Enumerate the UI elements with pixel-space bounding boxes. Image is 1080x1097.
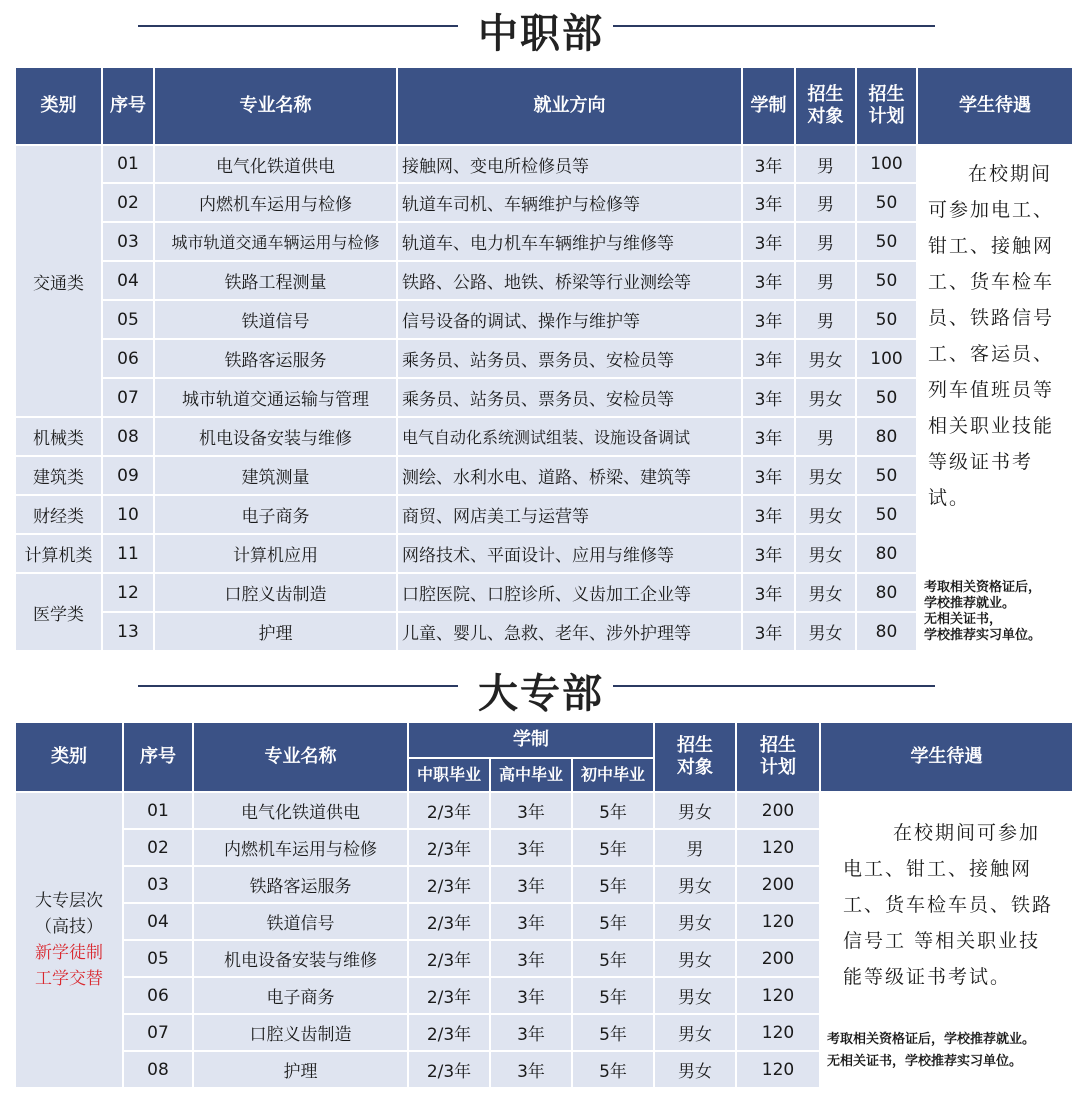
row-dur-highschool: 3年 xyxy=(490,1014,572,1051)
dazhuan-table xyxy=(14,721,1074,1089)
row-duration: 3年 xyxy=(742,456,795,495)
row-major: 内燃机车运用与检修 xyxy=(193,829,408,866)
row-target: 男 xyxy=(795,417,856,456)
row-target: 男女 xyxy=(795,378,856,417)
title-rule-left xyxy=(138,685,458,687)
header-duration-vocational: 中职毕业 xyxy=(408,758,490,792)
row-dur-middleschool: 5年 xyxy=(572,866,654,903)
row-dur-middleschool: 5年 xyxy=(572,1014,654,1051)
benefit-medical-l1: 考取相关资格证后， xyxy=(924,580,1042,595)
row-dur-vocational: 2/3年 xyxy=(408,977,490,1014)
row-dur-vocational: 2/3年 xyxy=(408,866,490,903)
row-duration: 3年 xyxy=(742,339,795,378)
header-duration-highschool: 高中毕业 xyxy=(490,758,572,792)
benefit-medical-l2: 学校推荐就业。 xyxy=(924,596,1016,611)
row-plan: 200 xyxy=(736,866,820,903)
row-target: 男女 xyxy=(795,612,856,651)
row-direction: 乘务员、站务员、票务员、安检员等 xyxy=(397,339,742,378)
row-major: 护理 xyxy=(154,612,397,651)
category-line-3: 新学徒制 xyxy=(35,943,103,963)
row-dur-vocational: 2/3年 xyxy=(408,940,490,977)
row-duration: 3年 xyxy=(742,612,795,651)
benefit-text: 在校期间可参加电工、钳工、接触网工、货车检车员、铁路信号工、客运员、列车值班员等相关职业技能等级证书考试。 xyxy=(928,163,1055,509)
row-plan: 200 xyxy=(736,940,820,977)
header-benefit: 学生待遇 xyxy=(820,722,1073,792)
row-number: 03 xyxy=(123,866,193,903)
row-number: 07 xyxy=(102,378,154,417)
row-direction: 测绘、水利水电、道路、桥梁、建筑等 xyxy=(397,456,742,495)
section-heading: 大专部 xyxy=(478,671,604,717)
header-plan xyxy=(736,722,820,792)
title-rule-right xyxy=(613,685,935,687)
row-number: 02 xyxy=(102,183,154,222)
row-major: 口腔义齿制造 xyxy=(154,573,397,612)
row-dur-vocational: 2/3年 xyxy=(408,1051,490,1088)
category-cell: 医学类 xyxy=(15,573,102,651)
row-plan: 50 xyxy=(856,495,917,534)
section-heading: 中职部 xyxy=(478,11,604,57)
row-dur-vocational: 2/3年 xyxy=(408,792,490,829)
title-rule-left xyxy=(138,25,458,27)
row-plan: 120 xyxy=(736,903,820,940)
row-dur-middleschool: 5年 xyxy=(572,829,654,866)
row-major: 护理 xyxy=(193,1051,408,1088)
row-target: 男 xyxy=(795,145,856,183)
benefit-medical-l4: 学校推荐实习单位。 xyxy=(924,628,1042,643)
row-direction: 儿童、婴儿、急救、老年、涉外护理等 xyxy=(397,612,742,651)
header-duration: 学制 xyxy=(742,67,795,145)
row-dur-middleschool: 5年 xyxy=(572,940,654,977)
header-target-l2: 对象 xyxy=(677,757,714,778)
row-plan: 80 xyxy=(856,573,917,612)
row-duration: 3年 xyxy=(742,183,795,222)
header-target-l2: 对象 xyxy=(807,106,844,127)
row-number: 05 xyxy=(102,300,154,339)
benefit-medical xyxy=(917,573,1073,651)
row-plan: 50 xyxy=(856,222,917,261)
section-title-zhongzhi xyxy=(0,0,1080,60)
header-plan-l1: 招生 xyxy=(868,84,905,105)
row-major: 电气化铁道供电 xyxy=(193,792,408,829)
title-rule-right xyxy=(613,25,935,27)
row-plan: 50 xyxy=(856,456,917,495)
category-cell xyxy=(15,792,123,1088)
row-plan: 80 xyxy=(856,417,917,456)
benefit-main xyxy=(917,145,1073,573)
row-target: 男女 xyxy=(654,792,736,829)
row-major: 计算机应用 xyxy=(154,534,397,573)
row-direction: 接触网、变电所检修员等 xyxy=(397,145,742,183)
header-major: 专业名称 xyxy=(193,722,408,792)
row-dur-vocational: 2/3年 xyxy=(408,903,490,940)
row-number: 07 xyxy=(123,1014,193,1051)
row-number: 13 xyxy=(102,612,154,651)
row-target: 男女 xyxy=(795,339,856,378)
row-number: 06 xyxy=(102,339,154,378)
row-direction: 轨道车司机、车辆维护与检修等 xyxy=(397,183,742,222)
row-number: 01 xyxy=(102,145,154,183)
row-duration: 3年 xyxy=(742,378,795,417)
row-target: 男女 xyxy=(654,1051,736,1088)
header-plan-l1: 招生 xyxy=(760,735,797,756)
header-category: 类别 xyxy=(15,67,102,145)
row-target: 男女 xyxy=(654,940,736,977)
row-major: 铁道信号 xyxy=(154,300,397,339)
header-plan xyxy=(856,67,917,145)
row-major: 机电设备安装与维修 xyxy=(154,417,397,456)
header-duration: 学制 xyxy=(408,722,654,758)
row-plan: 200 xyxy=(736,792,820,829)
row-plan: 80 xyxy=(856,612,917,651)
row-duration: 3年 xyxy=(742,417,795,456)
row-direction: 网络技术、平面设计、应用与维修等 xyxy=(397,534,742,573)
row-plan: 80 xyxy=(856,534,917,573)
row-duration: 3年 xyxy=(742,534,795,573)
category-cell: 建筑类 xyxy=(15,456,102,495)
row-major: 机电设备安装与维修 xyxy=(193,940,408,977)
row-dur-highschool: 3年 xyxy=(490,940,572,977)
row-plan: 50 xyxy=(856,378,917,417)
header-duration-middleschool: 初中毕业 xyxy=(572,758,654,792)
row-duration: 3年 xyxy=(742,300,795,339)
row-dur-highschool: 3年 xyxy=(490,977,572,1014)
header-benefit: 学生待遇 xyxy=(917,67,1073,145)
benefit-medical-l2: 无相关证书，学校推荐实习单位。 xyxy=(827,1054,1023,1069)
row-major: 内燃机车运用与检修 xyxy=(154,183,397,222)
row-plan: 120 xyxy=(736,829,820,866)
row-direction: 铁路、公路、地铁、桥梁等行业测绘等 xyxy=(397,261,742,300)
benefit-main xyxy=(820,792,1073,1014)
header-plan-l2: 计划 xyxy=(868,106,905,127)
row-plan: 120 xyxy=(736,1014,820,1051)
row-plan: 120 xyxy=(736,1051,820,1088)
row-duration: 3年 xyxy=(742,573,795,612)
row-target: 男女 xyxy=(795,534,856,573)
row-plan: 50 xyxy=(856,261,917,300)
row-target: 男 xyxy=(654,829,736,866)
header-target-l1: 招生 xyxy=(677,735,714,756)
row-number: 04 xyxy=(102,261,154,300)
row-target: 男女 xyxy=(795,495,856,534)
row-target: 男 xyxy=(795,261,856,300)
row-target: 男 xyxy=(795,183,856,222)
benefit-text: 在校期间可参加电工、钳工、接触网工、货车检车员、铁路信号工 等相关职业技能等级证书考试。 xyxy=(843,822,1054,988)
row-target: 男 xyxy=(795,300,856,339)
row-number: 01 xyxy=(123,792,193,829)
row-dur-highschool: 3年 xyxy=(490,903,572,940)
row-major: 电子商务 xyxy=(154,495,397,534)
row-target: 男女 xyxy=(795,573,856,612)
row-duration: 3年 xyxy=(742,261,795,300)
category-line-2: （高技） xyxy=(35,917,103,937)
row-major: 建筑测量 xyxy=(154,456,397,495)
row-number: 06 xyxy=(123,977,193,1014)
category-cell: 计算机类 xyxy=(15,534,102,573)
row-dur-highschool: 3年 xyxy=(490,829,572,866)
row-major: 城市轨道交通运输与管理 xyxy=(154,378,397,417)
row-number: 05 xyxy=(123,940,193,977)
row-target: 男女 xyxy=(795,456,856,495)
row-number: 10 xyxy=(102,495,154,534)
header-plan-l2: 计划 xyxy=(760,757,797,778)
row-duration: 3年 xyxy=(742,495,795,534)
row-direction: 电气自动化系统测试组装、设施设备调试 xyxy=(397,417,742,456)
row-number: 09 xyxy=(102,456,154,495)
row-major: 电子商务 xyxy=(193,977,408,1014)
row-target: 男女 xyxy=(654,977,736,1014)
header-target-l1: 招生 xyxy=(807,84,844,105)
row-direction: 轨道车、电力机车车辆维护与维修等 xyxy=(397,222,742,261)
category-cell: 机械类 xyxy=(15,417,102,456)
row-dur-vocational: 2/3年 xyxy=(408,829,490,866)
header-number: 序号 xyxy=(123,722,193,792)
row-dur-middleschool: 5年 xyxy=(572,977,654,1014)
row-number: 03 xyxy=(102,222,154,261)
row-major: 铁路客运服务 xyxy=(193,866,408,903)
header-target xyxy=(795,67,856,145)
row-number: 12 xyxy=(102,573,154,612)
row-duration: 3年 xyxy=(742,145,795,183)
benefit-medical-l3: 无相关证书， xyxy=(924,612,1003,627)
row-dur-highschool: 3年 xyxy=(490,792,572,829)
row-target: 男 xyxy=(795,222,856,261)
row-number: 08 xyxy=(123,1051,193,1088)
header-major: 专业名称 xyxy=(154,67,397,145)
row-target: 男女 xyxy=(654,903,736,940)
row-dur-highschool: 3年 xyxy=(490,1051,572,1088)
row-plan: 100 xyxy=(856,339,917,378)
row-major: 电气化铁道供电 xyxy=(154,145,397,183)
row-dur-highschool: 3年 xyxy=(490,866,572,903)
benefit-medical-l1: 考取相关资格证后，学校推荐就业。 xyxy=(827,1032,1036,1047)
category-cell: 财经类 xyxy=(15,495,102,534)
row-duration: 3年 xyxy=(742,222,795,261)
row-plan: 100 xyxy=(856,145,917,183)
row-target: 男女 xyxy=(654,1014,736,1051)
section-title-dazhuan xyxy=(0,660,1080,720)
zhongzhi-table xyxy=(14,66,1074,652)
header-number: 序号 xyxy=(102,67,154,145)
row-dur-middleschool: 5年 xyxy=(572,1051,654,1088)
row-target: 男女 xyxy=(654,866,736,903)
row-direction: 商贸、网店美工与运营等 xyxy=(397,495,742,534)
row-direction: 口腔医院、口腔诊所、义齿加工企业等 xyxy=(397,573,742,612)
row-number: 11 xyxy=(102,534,154,573)
row-major: 铁路工程测量 xyxy=(154,261,397,300)
header-category: 类别 xyxy=(15,722,123,792)
row-number: 04 xyxy=(123,903,193,940)
row-major: 口腔义齿制造 xyxy=(193,1014,408,1051)
category-line-1: 大专层次 xyxy=(35,891,103,911)
row-dur-middleschool: 5年 xyxy=(572,903,654,940)
benefit-medical xyxy=(820,1014,1073,1088)
header-direction: 就业方向 xyxy=(397,67,742,145)
row-direction: 信号设备的调试、操作与维护等 xyxy=(397,300,742,339)
row-major: 铁路客运服务 xyxy=(154,339,397,378)
row-direction: 乘务员、站务员、票务员、安检员等 xyxy=(397,378,742,417)
row-major: 城市轨道交通车辆运用与检修 xyxy=(154,222,397,261)
row-number: 02 xyxy=(123,829,193,866)
row-dur-middleschool: 5年 xyxy=(572,792,654,829)
row-number: 08 xyxy=(102,417,154,456)
row-plan: 50 xyxy=(856,183,917,222)
row-plan: 120 xyxy=(736,977,820,1014)
header-target xyxy=(654,722,736,792)
category-cell: 交通类 xyxy=(15,145,102,417)
row-plan: 50 xyxy=(856,300,917,339)
category-line-4: 工学交替 xyxy=(35,969,103,989)
row-major: 铁道信号 xyxy=(193,903,408,940)
row-dur-vocational: 2/3年 xyxy=(408,1014,490,1051)
